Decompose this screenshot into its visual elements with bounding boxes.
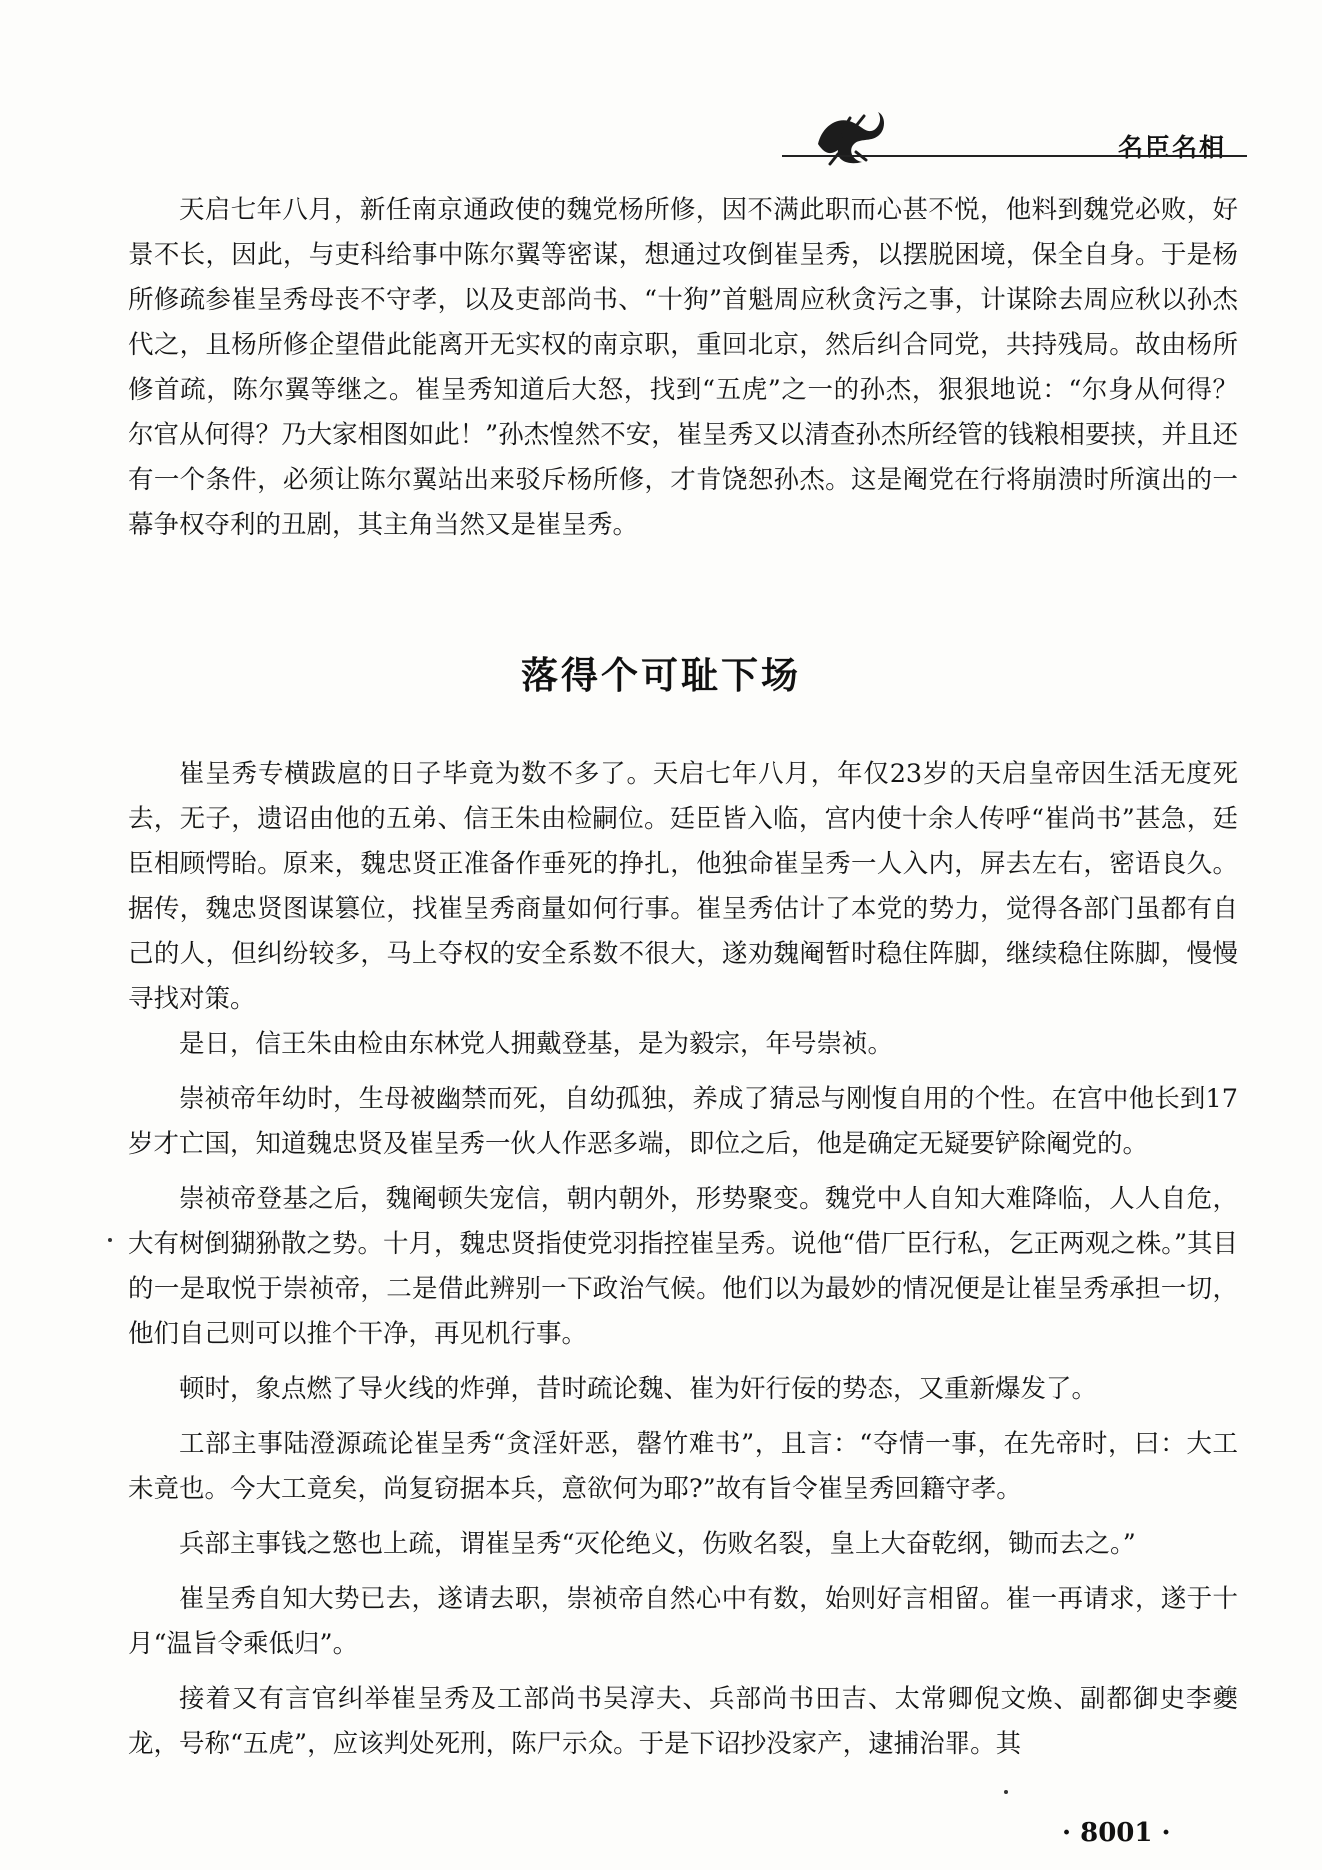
paragraph: 崇祯帝登基之后，魏阉顿失宠信，朝内朝外，形势聚变。魏党中人自知大难降临，人人自危，大有树倒猢狲散之势。十月，魏忠贤指使党羽指控崔呈秀。说他“借厂臣行私，乞正两观之株。”其目的一是取悦于崇祯帝，二是借此辨别一下政治气候。他们以为最妙的情况便是让崔呈秀承担一切，他们自己则可以推个干净，再见机行事。 <box>128 1184 1238 1349</box>
section-label: 名臣名相 <box>1118 133 1227 162</box>
paragraph: 是日，信王朱由检由东林党人拥戴登基，是为毅宗，年号崇祯。 <box>179 1029 894 1059</box>
paragraph: 天启七年八月，新任南京通政使的魏党杨所修，因不满此职而心甚不悦，他料到魏党必败，好景不长，因此，与吏科给事中陈尔翼等密谋，想通过攻倒崔呈秀，以摆脱困境，保全自身。于是杨所修疏参崔呈秀母丧不守孝，以及吏部尚书、“十狗”首魁周应秋贪污之事，计谋除去周应秋以孙杰代之，且杨所修企望借此能离开无实权的南京职，重回北京，然后纠合同党，共持残局。故由杨所修首疏，陈尔翼等继之。崔呈秀知道后大怒，找到“五虎”之一的孙杰，狠狠地说：“尔身从何得？尔官从何得？乃大家相图如此！”孙杰惶然不安，崔呈秀又以清查孙杰所经管的钱粮相要挟，并且还有一个条件，必须让陈尔翼站出来驳斥杨所修，才肯饶恕孙杰。这是阉党在行将崩溃时所演出的一幕争权夺利的丑剧，其主角当然又是崔呈秀。 <box>128 195 1238 540</box>
paragraph: 接着又有言官纠举崔呈秀及工部尚书吴淳夫、兵部尚书田吉、太常卿倪文焕、副都御史李夔龙，号称“五虎”，应该判处死刑，陈尸示众。于是下诏抄没家产，逮捕治罪。其 <box>128 1684 1238 1759</box>
paragraph: 兵部主事钱之憼也上疏，谓崔呈秀“灭伦绝义，伤败名裂，皇上大奋乾纲，锄而去之。” <box>179 1529 1136 1559</box>
top-text-block <box>128 188 1238 548</box>
page-number: · 8001 · <box>1062 1818 1171 1848</box>
bottom-text-block <box>128 752 1238 1767</box>
paragraph: 崇祯帝年幼时，生母被幽禁而死，自幼孤独，养成了猜忌与刚愎自用的个性。在宫中他长到17岁才亡国，知道魏忠贤及崔呈秀一伙人作恶多端，即位之后，他是确定无疑要铲除阉党的。 <box>128 1084 1238 1159</box>
section-heading: 落得个可耻下场 <box>521 654 801 697</box>
paragraph: 崔呈秀自知大势已去，遂请去职，崇祯帝自然心中有数，始则好言相留。崔一再请求，遂于十月“温旨令乘低归”。 <box>128 1584 1238 1659</box>
paragraph: 顿时，象点燃了导火线的炸弹，昔时疏论魏、崔为奸行佞的势态，又重新爆发了。 <box>179 1374 1098 1404</box>
paragraph: 工部主事陆澄源疏论崔呈秀“贪淫奸恶，罄竹难书”，且言：“夺情一事，在先帝时，曰：大工未竟也。今大工竟矣，尚复窃据本兵，意欲何为耶?”故有旨令崔呈秀回籍守孝。 <box>128 1429 1238 1504</box>
dragon-ornament-icon <box>808 104 888 168</box>
scan-speck <box>1004 1790 1008 1794</box>
header-rule <box>782 155 1247 157</box>
scan-speck <box>108 1238 112 1242</box>
paragraph: 崔呈秀专横跋扈的日子毕竟为数不多了。天启七年八月，年仅23岁的天启皇帝因生活无度死去，无子，遗诏由他的五弟、信王朱由检嗣位。廷臣皆入临，宫内使十余人传呼“崔尚书”甚急，廷臣相顾愕眙。原来，魏忠贤正准备作垂死的挣扎，他独命崔呈秀一人入内，屏去左右，密语良久。据传，魏忠贤图谋篡位，找崔呈秀商量如何行事。崔呈秀估计了本党的势力，觉得各部门虽都有自己的人，但纠纷较多，马上夺权的安全系数不很大，遂劝魏阉暂时稳住阵脚，继续稳住陈脚，慢慢寻找对策。 <box>128 759 1238 1014</box>
